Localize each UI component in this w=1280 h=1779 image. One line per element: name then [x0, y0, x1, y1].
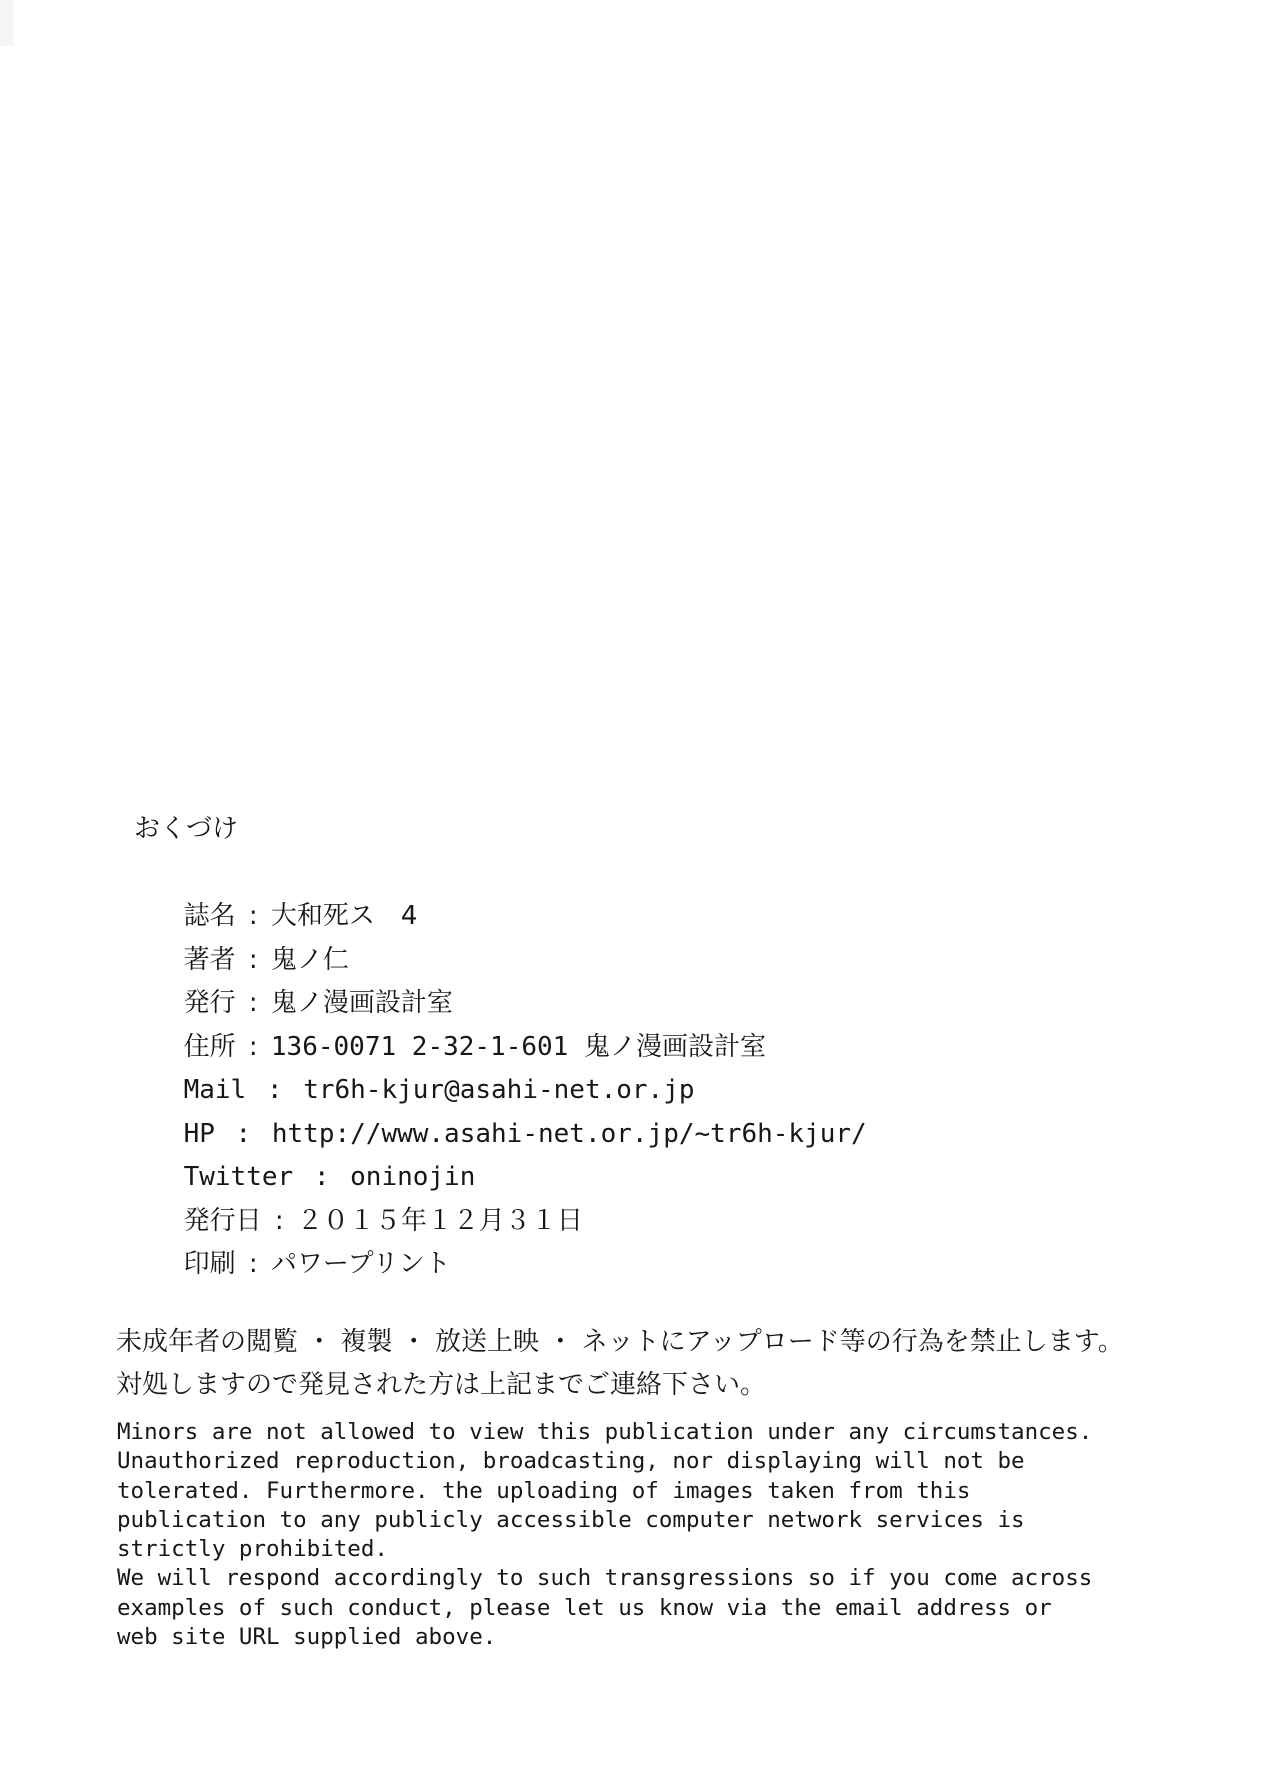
homepage-url: http://www.asahi-net.or.jp/~tr6h-kjur/: [271, 1118, 867, 1149]
disclaimer-en-line: examples of such conduct, please let us know via the email address or: [117, 1594, 1052, 1621]
disclaimer-english: [117, 1418, 1092, 1652]
separator: :: [240, 901, 266, 931]
field-value: ２０１５年１２月３１日: [296, 1205, 583, 1236]
email-address: tr6h-kjur@asahi-net.or.jp: [303, 1075, 695, 1105]
separator: :: [266, 1205, 292, 1236]
separator: :: [240, 1249, 266, 1279]
separator: :: [298, 1162, 346, 1192]
field-value: 136-0071 2-32-1-601 鬼ノ漫画設計室: [270, 1031, 766, 1062]
field-value: 大和死ス 4: [270, 901, 418, 931]
field-value: 鬼ノ漫画設計室: [270, 988, 453, 1018]
colophon-line-title: [134, 852, 867, 931]
separator: :: [240, 1031, 266, 1062]
disclaimer-en-line: web site URL supplied above.: [117, 1624, 497, 1651]
field-label: HP: [183, 1118, 215, 1149]
field-label: 誌名: [183, 901, 236, 931]
field-label: 住所: [183, 1031, 236, 1062]
colophon-block: [134, 808, 867, 1279]
field-value: 鬼ノ仁: [270, 944, 349, 975]
disclaimer-japanese: [116, 1321, 1124, 1407]
disclaimer-en-line: strictly prohibited.: [117, 1536, 388, 1563]
field-label: 発行: [183, 988, 236, 1018]
field-label: 著者: [183, 944, 236, 975]
disclaimer-jp-line: 対処しますので発見された方は上記までご連絡下さい。: [116, 1370, 767, 1400]
field-label: Mail: [183, 1075, 247, 1105]
disclaimer-en-line: tolerated. Furthermore. the uploading of images taken from this: [117, 1477, 971, 1504]
disclaimer-en-line: publication to any publicly accessible computer network services is: [117, 1506, 1025, 1533]
page-title: おくづけ: [134, 814, 239, 844]
disclaimer-en-line: Minors are not allowed to view this publication under any circumstances.: [117, 1419, 1093, 1445]
field-label: 発行日: [183, 1205, 262, 1236]
disclaimer-en-line: We will respond accordingly to such transgressions so if you come across: [117, 1565, 1093, 1592]
scan-artifact: [0, 0, 14, 46]
separator: :: [219, 1118, 267, 1149]
field-label: Twitter: [183, 1162, 294, 1192]
twitter-handle: oninojin: [350, 1162, 476, 1192]
separator: :: [240, 988, 266, 1018]
separator: :: [251, 1075, 299, 1105]
separator: :: [240, 944, 266, 975]
field-value: パワープリント: [270, 1249, 451, 1279]
field-label: 印刷: [183, 1249, 236, 1279]
disclaimer-jp-line: 未成年者の閲覧 ・ 複製 ・ 放送上映 ・ ネットにアップロード等の行為を禁止します。: [116, 1327, 1124, 1357]
disclaimer-en-line: Unauthorized reproduction, broadcasting, nor displaying will not be: [117, 1448, 1025, 1475]
